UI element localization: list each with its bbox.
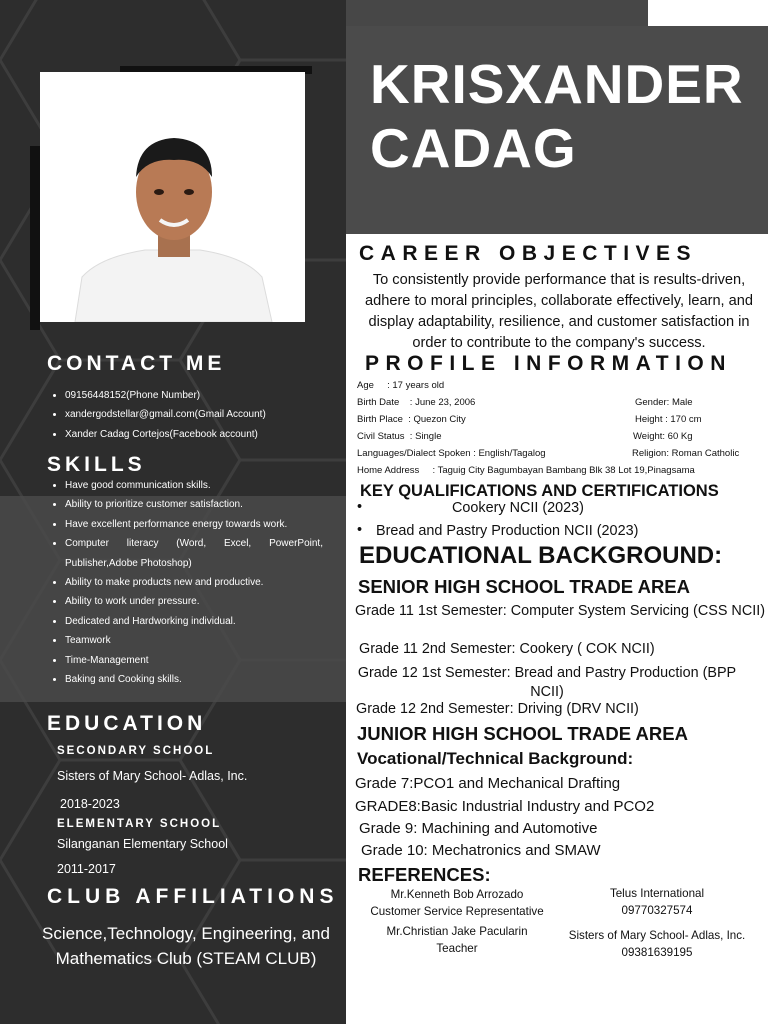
reference-2-role: Teacher	[436, 942, 478, 955]
skill-item: • Ability to work under pressure.	[65, 592, 323, 611]
photo-frame-accent	[30, 146, 40, 330]
profile-weight: Weight: 60 Kg	[633, 431, 693, 442]
skill-item: • Have good communication skills.	[65, 476, 323, 495]
qualifications-heading: KEY QUALIFICATIONS AND CERTIFICATIONS	[360, 482, 719, 500]
shs-grade11-sem2: Grade 11 2nd Semester: Cookery ( COK NCII)	[359, 641, 655, 657]
shs-grade12-sem1: Grade 12 1st Semester: Bread and Pastry Production (BPP NCII)	[357, 665, 737, 700]
qualification-item: Cookery NCII (2023)	[452, 500, 584, 516]
profile-birth-place: Birth Place : Quezon City	[357, 414, 466, 425]
profile-age: Age : 17 years old	[357, 380, 445, 391]
header-top-strip	[346, 0, 648, 26]
jhs-grade10: Grade 10: Mechatronics and SMAW	[361, 842, 601, 859]
jhs-grade8: GRADE8:Basic Industrial Industry and PCO2	[355, 798, 655, 815]
profile-height: Height : 170 cm	[635, 414, 702, 425]
qualification-item: Bread and Pastry Production NCII (2023)	[376, 523, 639, 539]
reference-1	[352, 886, 562, 920]
skill-item: • Time-Management	[65, 651, 323, 670]
elementary-school-years: 2011-2017	[57, 862, 116, 876]
reference-1-phone: 09770327574	[621, 904, 693, 917]
reference-1-name: Mr.Kenneth Bob Arrozado	[390, 888, 524, 901]
reference-1-company: Telus International	[609, 887, 705, 900]
skill-item: • Have excellent performance energy towards work.	[65, 515, 323, 534]
contact-list	[47, 386, 355, 444]
profile-languages: Languages/Dialect Spoken : English/Tagalog	[357, 448, 546, 459]
reference-1-contact	[552, 885, 762, 919]
career-objectives-heading: CAREER OBJECTIVES	[359, 242, 698, 265]
skill-item: • Computer literacy (Word, Excel, PowerPoint, Publisher,Adobe Photoshop)	[65, 534, 323, 573]
contact-phone: • 09156448152(Phone Number)	[65, 386, 355, 405]
profile-address: Home Address : Taguig City Bagumbayan Bambang Blk 38 Lot 19,Pinagsama	[357, 465, 695, 476]
reference-1-role: Customer Service Representative	[370, 905, 544, 918]
references-heading: REFERENCES:	[358, 864, 491, 885]
elementary-school-label: ELEMENTARY SCHOOL	[57, 818, 222, 830]
profile-civil-status: Civil Status : Single	[357, 431, 442, 442]
reference-2-name: Mr.Christian Jake Pacularin	[386, 925, 528, 938]
bullet-icon: •	[357, 499, 363, 515]
secondary-school-name: Sisters of Mary School- Adlas, Inc.	[57, 769, 248, 783]
skill-item: • Ability to prioritize customer satisfaction.	[65, 495, 323, 514]
jhs-grade9: Grade 9: Machining and Automotive	[359, 820, 598, 837]
secondary-school-label: SECONDARY SCHOOL	[57, 745, 215, 757]
jhs-grade7: Grade 7:PCO1 and Mechanical Drafting	[355, 775, 621, 792]
education-heading: EDUCATION	[47, 712, 207, 735]
contact-email: • xandergodstellar@gmail.com(Gmail Account)	[65, 405, 355, 424]
header-top-corner	[648, 0, 768, 26]
shs-heading: SENIOR HIGH SCHOOL TRADE AREA	[358, 576, 690, 597]
skill-item: • Ability to make products new and productive.	[65, 573, 323, 592]
career-objectives-text: To consistently provide performance that is results-driven, adhere to moral principles, collaborate effectively, learn, and display adaptability, resilience, and customer satisfaction in order to contribute to the company's success.	[364, 272, 754, 351]
first-name: KRISXANDER	[370, 53, 744, 115]
vocational-heading: Vocational/Technical Background:	[357, 749, 634, 768]
shs-grade11-sem1: Grade 11 1st Semester: Computer System Servicing (CSS NCII)	[355, 603, 765, 619]
profile-info-heading: PROFILE INFORMATION	[365, 352, 732, 375]
person-portrait-image	[40, 72, 305, 322]
elementary-school-name: Silanganan Elementary School	[57, 837, 228, 851]
clubs-text: Science,Technology, Engineering, and Mathematics Club (STEAM CLUB)	[42, 924, 330, 968]
jhs-heading: JUNIOR HIGH SCHOOL TRADE AREA	[357, 723, 688, 744]
contact-facebook: • Xander Cadag Cortejos(Facebook account)	[65, 425, 355, 444]
profile-birth-date: Birth Date : June 23, 2006	[357, 397, 476, 408]
skills-list	[47, 476, 323, 689]
profile-photo	[40, 72, 305, 322]
skill-item: • Baking and Cooking skills.	[65, 670, 323, 689]
profile-gender: Gender: Male	[635, 397, 693, 408]
reference-2-phone: 09381639195	[621, 946, 693, 959]
last-name: CADAG	[370, 117, 577, 179]
contact-heading: CONTACT ME	[47, 352, 226, 375]
reference-2-company: Sisters of Mary School- Adlas, Inc.	[568, 929, 746, 942]
skill-item: • Dedicated and Hardworking individual.	[65, 612, 323, 631]
reference-2-contact	[552, 927, 762, 961]
shs-grade12-sem2: Grade 12 2nd Semester: Driving (DRV NCII)	[356, 701, 639, 717]
skills-heading: SKILLS	[47, 453, 146, 476]
reference-2	[352, 923, 562, 957]
profile-religion: Religion: Roman Catholic	[632, 448, 740, 459]
skill-item: • Teamwork	[65, 631, 323, 650]
secondary-school-years: 2018-2023	[60, 797, 120, 811]
clubs-heading: CLUB AFFILIATIONS	[47, 885, 339, 908]
bullet-icon: •	[357, 522, 363, 538]
educational-background-heading: EDUCATIONAL BACKGROUND:	[359, 542, 723, 569]
